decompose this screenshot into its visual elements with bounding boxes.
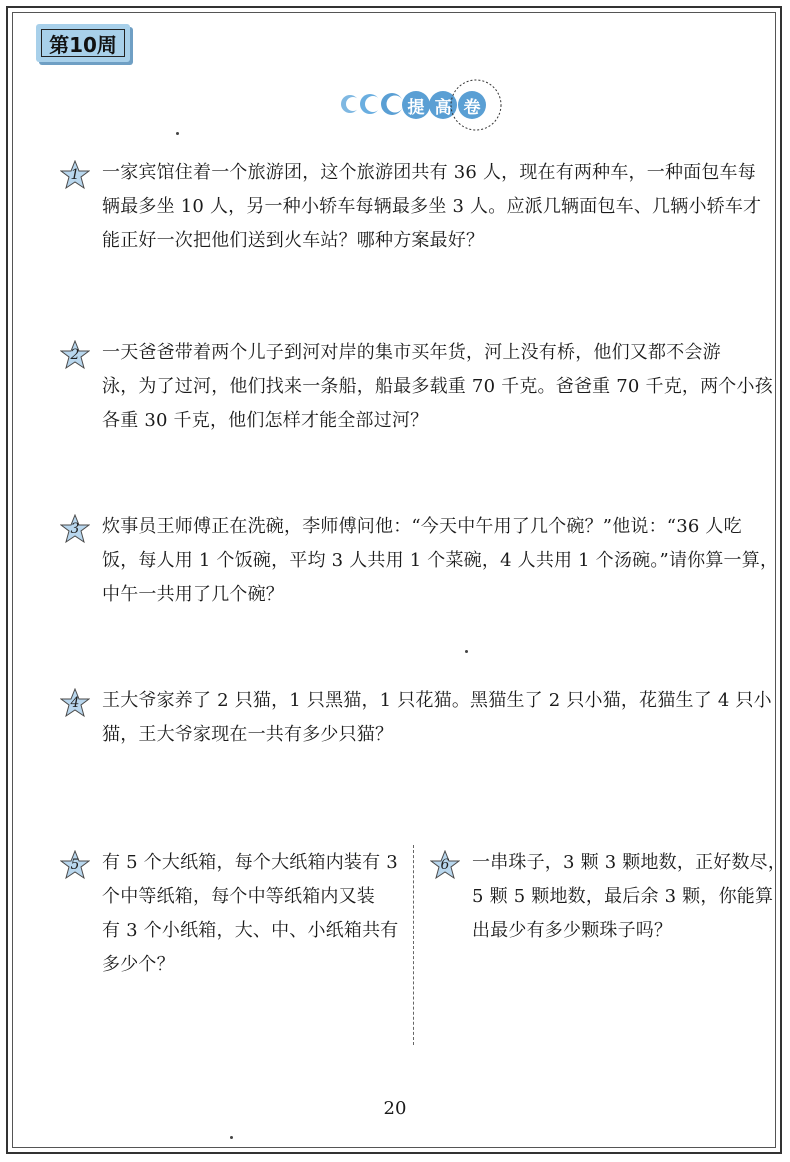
question-number: 2 <box>70 347 80 363</box>
banner-char: 卷 <box>463 97 481 118</box>
banner-char: 高 <box>434 97 452 118</box>
question-line: 中午一共用了几个碗？ <box>102 584 284 605</box>
question-line: 能正好一次把他们送到火车站？哪种方案最好？ <box>102 230 485 251</box>
page-number: 20 <box>383 1098 407 1119</box>
question-number: 4 <box>70 695 80 711</box>
question-line: 猫，王大爷家现在一共有多少只猫？ <box>102 724 394 745</box>
question-line: 一家宾馆住着一个旅游团，这个旅游团共有 36 人，现在有两种车，一种面包车每 <box>102 162 756 183</box>
question-line: 饭，每人用 1 个饭碗，平均 3 人共用 1 个菜碗，4 人共用 1 个汤碗。”请你算一算， <box>102 550 779 571</box>
week-badge <box>36 24 130 62</box>
section-banner <box>338 76 508 136</box>
question-number: 1 <box>70 167 80 183</box>
column-divider <box>413 845 414 1045</box>
question-2 <box>102 336 773 438</box>
print-speck <box>176 132 179 135</box>
question-6 <box>472 846 786 948</box>
question-number-star <box>60 688 90 718</box>
question-line: 泳，为了过河，他们找来一条船，船最多载重 70 千克。爸爸重 70 千克，两个小孩 <box>102 376 773 397</box>
print-speck <box>465 650 468 653</box>
question-number: 5 <box>70 857 80 873</box>
question-line: 有 3 个小纸箱，大、中、小纸箱共有 <box>102 920 399 941</box>
question-line: 各重 30 千克，他们怎样才能全部过河？ <box>102 410 429 431</box>
question-line: 多少个？ <box>102 954 175 975</box>
question-number-star <box>60 340 90 370</box>
question-line: 5 颗 5 颗地数，最后余 3 颗，你能算 <box>472 886 774 907</box>
question-line: 一串珠子，3 颗 3 颗地数，正好数尽， <box>472 852 787 873</box>
question-5 <box>102 846 399 982</box>
question-3 <box>102 510 778 612</box>
question-line: 出最少有多少颗珠子吗？ <box>472 920 673 941</box>
question-line: 辆最多坐 10 人，另一种小轿车每辆最多坐 3 人。应派几辆面包车、几辆小轿车才 <box>102 196 762 217</box>
question-line: 炊事员王师傅正在洗碗，李师傅问他：“今天中午用了几个碗？”他说：“36 人吃 <box>102 516 742 537</box>
question-number: 3 <box>70 521 80 537</box>
question-number-star <box>60 850 90 880</box>
question-number-star <box>430 850 460 880</box>
week-label: 第10周 <box>41 29 125 57</box>
print-speck <box>230 1136 233 1139</box>
question-line: 个中等纸箱，每个中等纸箱内又装 <box>102 886 375 907</box>
question-line: 一天爸爸带着两个儿子到河对岸的集市买年货，河上没有桥，他们又都不会游 <box>102 342 721 363</box>
question-1 <box>102 156 761 258</box>
question-number-star <box>60 514 90 544</box>
banner-char: 提 <box>407 97 425 118</box>
question-number-star <box>60 160 90 190</box>
question-number: 6 <box>440 857 450 873</box>
question-line: 王大爷家养了 2 只猫，1 只黑猫，1 只花猫。黑猫生了 2 只小猫，花猫生了 4 只小 <box>102 690 772 711</box>
question-line: 有 5 个大纸箱，每个大纸箱内装有 3 <box>102 852 398 873</box>
question-4 <box>102 684 772 752</box>
